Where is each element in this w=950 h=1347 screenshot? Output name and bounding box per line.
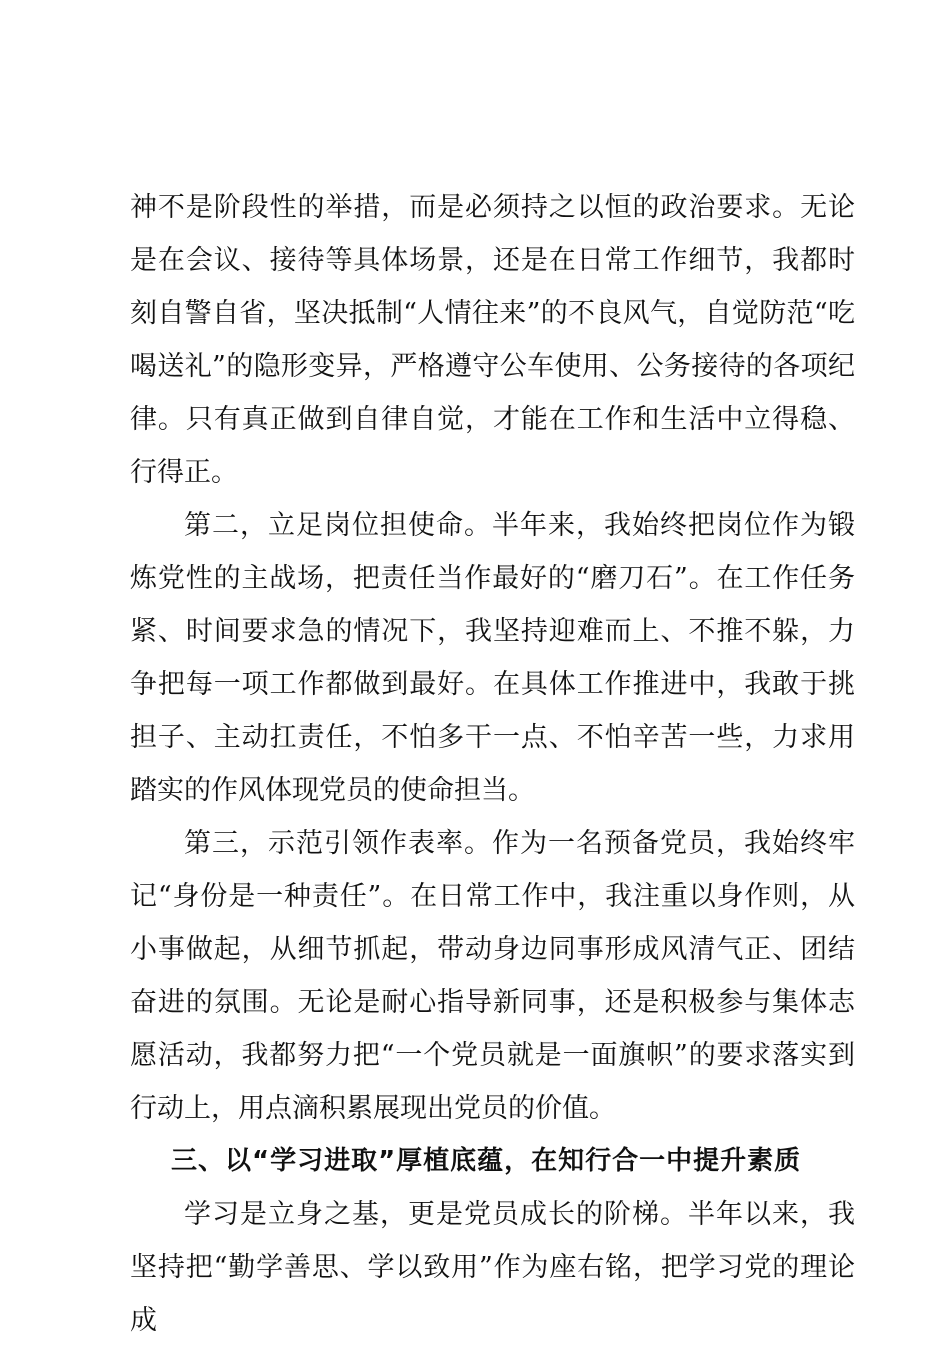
document-body [130,181,855,1347]
section-heading-three: 三、以“学习进取”厚植底蕴，在知行合一中提升素质 [171,1146,802,1176]
paragraph-second-point: 第二，立足岗位担使命。半年来，我始终把岗位作为锻炼党性的主战场，把责任当作最好的“磨刀石”。在工作任务紧、时间要求急的情况下，我坚持迎难而上、不推不躲，力争把每一项工作都做到最好。在具体工作推进中，我敢于挑担子、主动扛责任，不怕多干一点、不怕辛苦一些，力求用踏实的作风体现党员的使命担当。 [130,510,855,806]
paragraph-study: 学习是立身之基，更是党员成长的阶梯。半年以来，我坚持把“勤学善思、学以致用”作为座右铭，把学习党的理论成 [130,1199,855,1336]
paragraph-third-point: 第三，示范引领作表率。作为一名预备党员，我始终牢记“身份是一种责任”。在日常工作中，我注重以身作则，从小事做起，从细节抓起，带动身边同事形成风清气正、团结奋进的氛围。无论是耐心指导新同事，还是积极参与集体志愿活动，我都努力把“一个党员就是一面旗帜”的要求落实到行动上，用点滴积累展现出党员的价值。 [130,828,855,1124]
paragraph-continuation: 神不是阶段性的举措，而是必须持之以恒的政治要求。无论是在会议、接待等具体场景，还是在日常工作细节，我都时刻自警自省，坚决抵制“人情往来”的不良风气，自觉防范“吃喝送礼”的隐形变异，严格遵守公车使用、公务接待的各项纪律。只有真正做到自律自觉，才能在工作和生活中立得稳、行得正。 [130,192,855,488]
